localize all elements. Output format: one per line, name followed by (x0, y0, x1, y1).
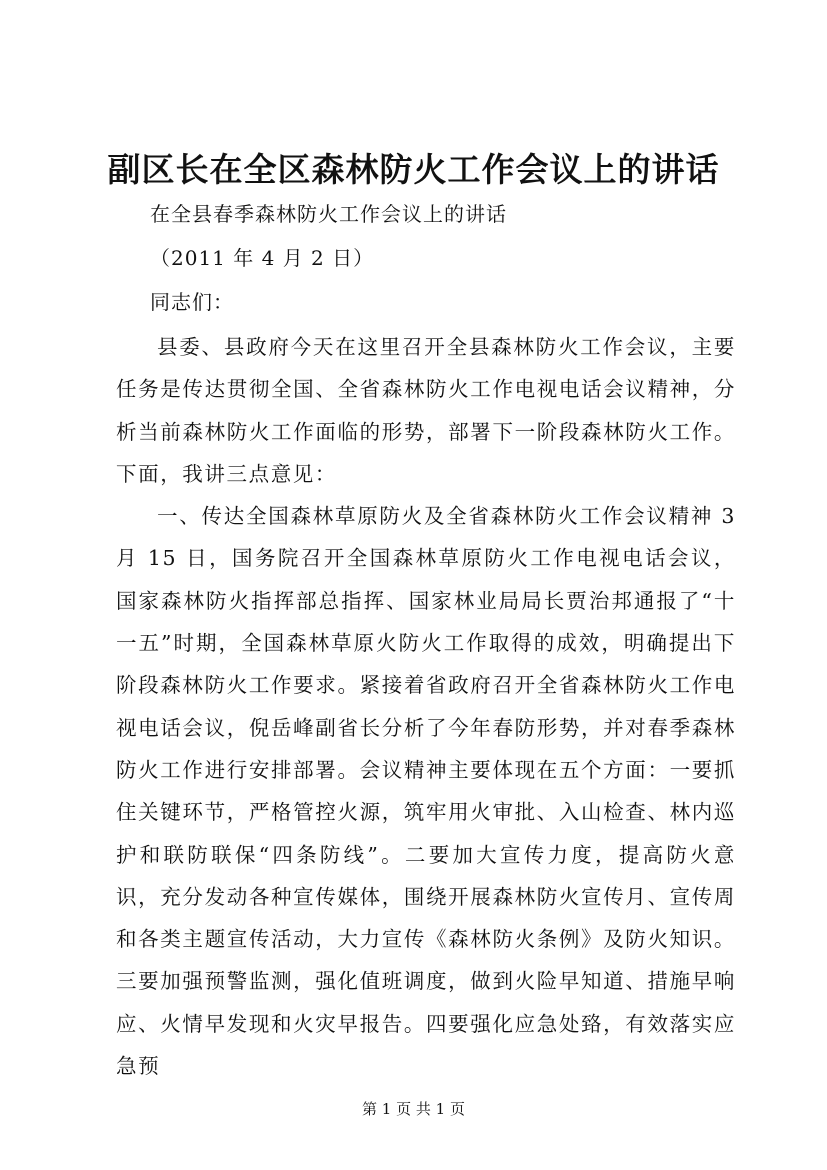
page-footer: 第 1 页 共 1 页 (362, 1100, 465, 1118)
salutation: 同志们： (150, 290, 234, 314)
document-title: 副区长在全区森林防火工作会议上的讲话 (107, 150, 720, 189)
body-paragraph: 一、传达全国森林草原防火及全省森林防火工作会议精神 3 月 15 日，国务院召开全国森林草原防火工作电视电话会议，国家森林防火指挥部总指挥、国家林业局局长贾治邦通报了“十一五”时期，全国森林草原火防火工作取得的成效，明确提出下阶段森林防火工作要求。紧接着省政府召开全省森林防火工作电视电话会议，倪岳峰副省长分析了今年春防形势，并对春季森林防火工作进行安排部署。会议精神主要体现在五个方面：一要抓住关键环节，严格管控火源，筑牢用火审批、入山检查、林内巡护和联防联保“四条防线”。二要加大宣传力度，提高防火意识，充分发动各种宣传媒体，围绕开展森林防火宣传月、宣传周和各类主题宣传活动，大力宣传《森林防火条例》及防火知识。三要加强预警监测，强化值班调度，做到火险早知道、措施早响应、火情早发现和火灾早报告。四要强化应急处臵，有效落实应急预 (116, 504, 736, 1079)
body-paragraph: 县委、县政府今天在这里召开全县森林防火工作会议，主要任务是传达贯彻全国、全省森林防火工作电视电话会议精神，分析当前森林防火工作面临的形势，部署下一阶段森林防火工作。下面，我讲三点意见： (116, 335, 736, 486)
document-body (116, 326, 736, 1087)
speech-subtitle: 在全县春季森林防火工作会议上的讲话 (150, 202, 507, 226)
speech-date: （2011 年 4 月 2 日） (150, 246, 375, 270)
